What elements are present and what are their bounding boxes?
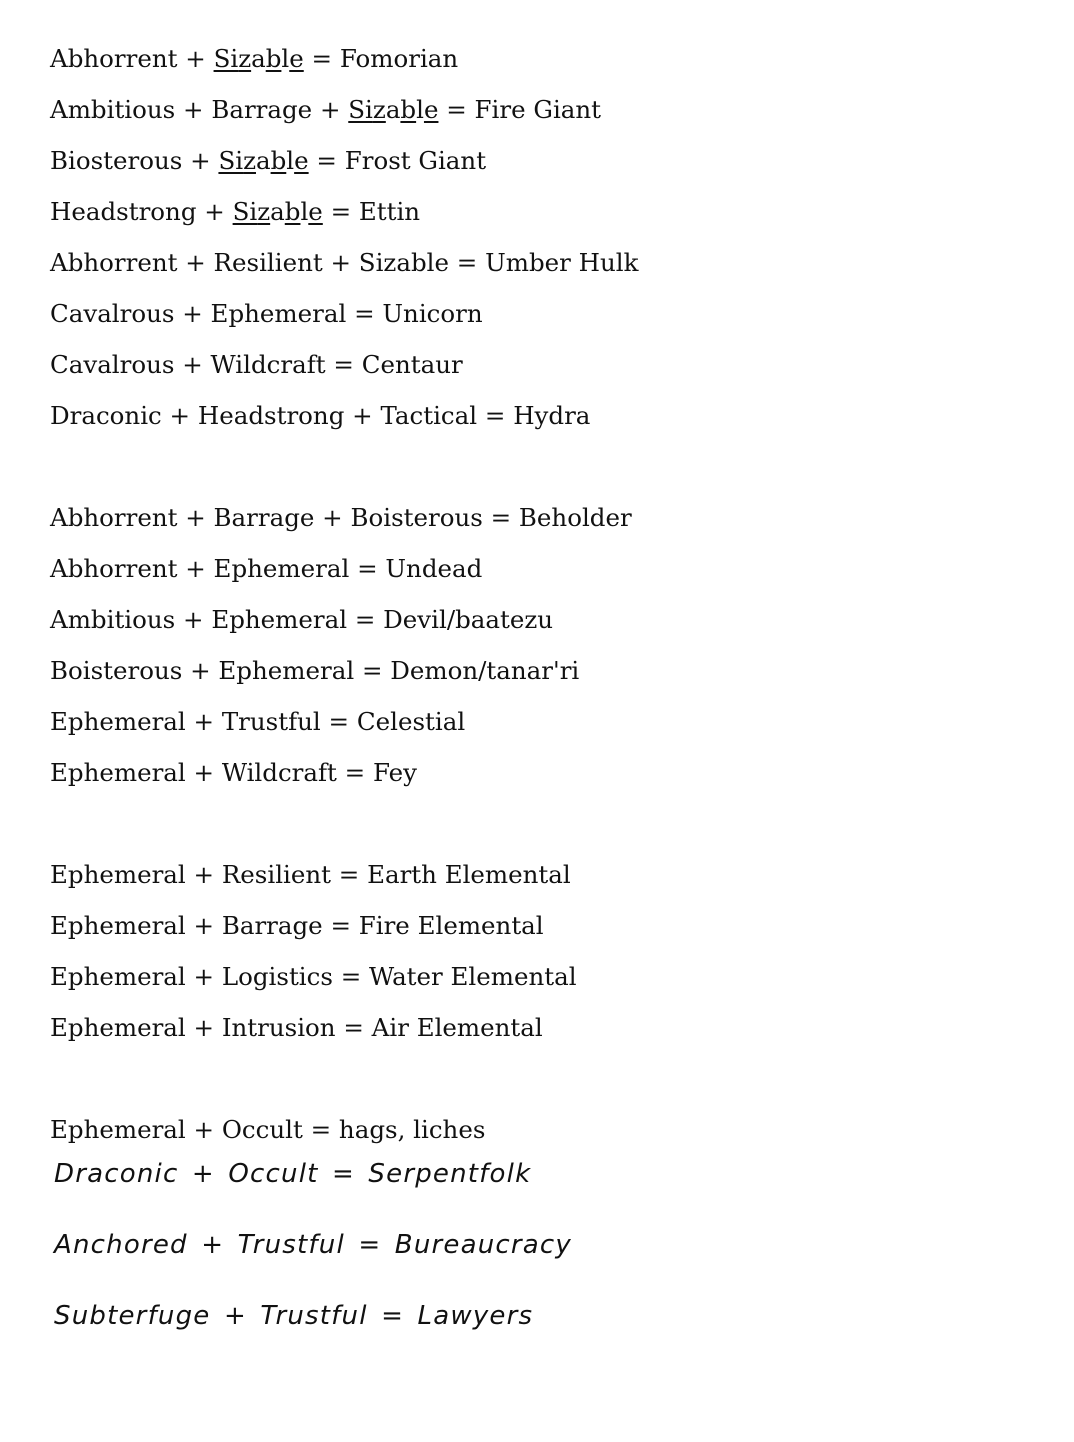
underlined-term: Si — [213, 44, 239, 73]
combo-terms: Biosterous + — [50, 146, 219, 175]
paragraph-gap — [50, 803, 1030, 854]
term-part: a — [270, 197, 285, 226]
term-part: a — [251, 44, 266, 73]
underlined-term: b — [270, 146, 287, 175]
term-part: l — [416, 95, 424, 124]
combo-line: Ephemeral + Trustful = Celestial — [50, 707, 466, 736]
combo-line: Ephemeral + Wildcraft = Fey — [50, 758, 417, 787]
underlined-term: z — [257, 197, 271, 226]
combo-line: Cavalrous + Ephemeral = Unicorn — [50, 299, 483, 328]
paragraph-gap — [50, 1058, 1030, 1109]
underlined-term: z — [372, 95, 386, 124]
combo-line: Ephemeral + Resilient = Earth Elemental — [50, 860, 571, 889]
combo-result: = Ettin — [322, 197, 421, 226]
underlined-term: e — [289, 44, 304, 73]
combo-result: = Fomorian — [303, 44, 459, 73]
combo-line — [50, 140, 1030, 191]
combo-line: Ephemeral + Logistics = Water Elemental — [50, 962, 577, 991]
underlined-term: Si — [348, 95, 373, 124]
handwritten-line: Anchored + Trustful = Bureaucracy — [54, 1230, 573, 1260]
combo-line: Abhorrent + Ephemeral = Undead — [50, 554, 483, 583]
combo-line: Abhorrent + Barrage + Boisterous = Beholder — [50, 503, 632, 532]
term-part: a — [385, 95, 401, 124]
combo-result: = Fire Giant — [438, 95, 602, 124]
underlined-term: e — [308, 197, 323, 226]
underlined-term: Si — [232, 197, 258, 226]
underlined-term: z — [238, 44, 252, 73]
combo-terms: Headstrong + — [50, 197, 233, 226]
document-page — [50, 38, 1030, 1366]
underlined-term: b — [284, 197, 301, 226]
term-part: l — [300, 197, 309, 226]
combo-line: Ambitious + Ephemeral = Devil/baatezu — [50, 605, 554, 634]
underlined-term: b — [400, 95, 417, 124]
term-part: l — [286, 146, 295, 175]
underlined-term: e — [294, 146, 309, 175]
combo-line: Ephemeral + Intrusion = Air Elemental — [50, 1013, 543, 1042]
combo-line: Ephemeral + Barrage = Fire Elemental — [50, 911, 544, 940]
handwritten-line: Draconic + Occult = Serpentfolk — [54, 1159, 532, 1189]
underlined-term: Si — [218, 146, 244, 175]
combo-line: Cavalrous + Wildcraft = Centaur — [50, 350, 463, 379]
handwritten-line: Subterfuge + Trustful = Lawyers — [54, 1301, 534, 1331]
combo-line: Abhorrent + Resilient + Sizable = Umber Hulk — [50, 248, 639, 277]
combo-terms: Abhorrent + — [50, 44, 214, 73]
combo-line — [50, 191, 1030, 242]
term-part: l — [281, 44, 290, 73]
combo-line: Boisterous + Ephemeral = Demon/tanar'ri — [50, 656, 580, 685]
paragraph-gap — [50, 446, 1030, 497]
underlined-term: b — [265, 44, 282, 73]
combo-result: = Frost Giant — [308, 146, 487, 175]
underlined-term: e — [423, 95, 439, 124]
combo-line — [50, 89, 1030, 140]
combo-line: Draconic + Headstrong + Tactical = Hydra — [50, 401, 591, 430]
underlined-term: z — [243, 146, 256, 175]
combo-terms: Ambitious + Barrage + — [50, 95, 349, 124]
combo-line — [50, 38, 1030, 89]
combo-line: Ephemeral + Occult = hags, liches — [50, 1115, 486, 1144]
term-part: a — [255, 146, 271, 175]
